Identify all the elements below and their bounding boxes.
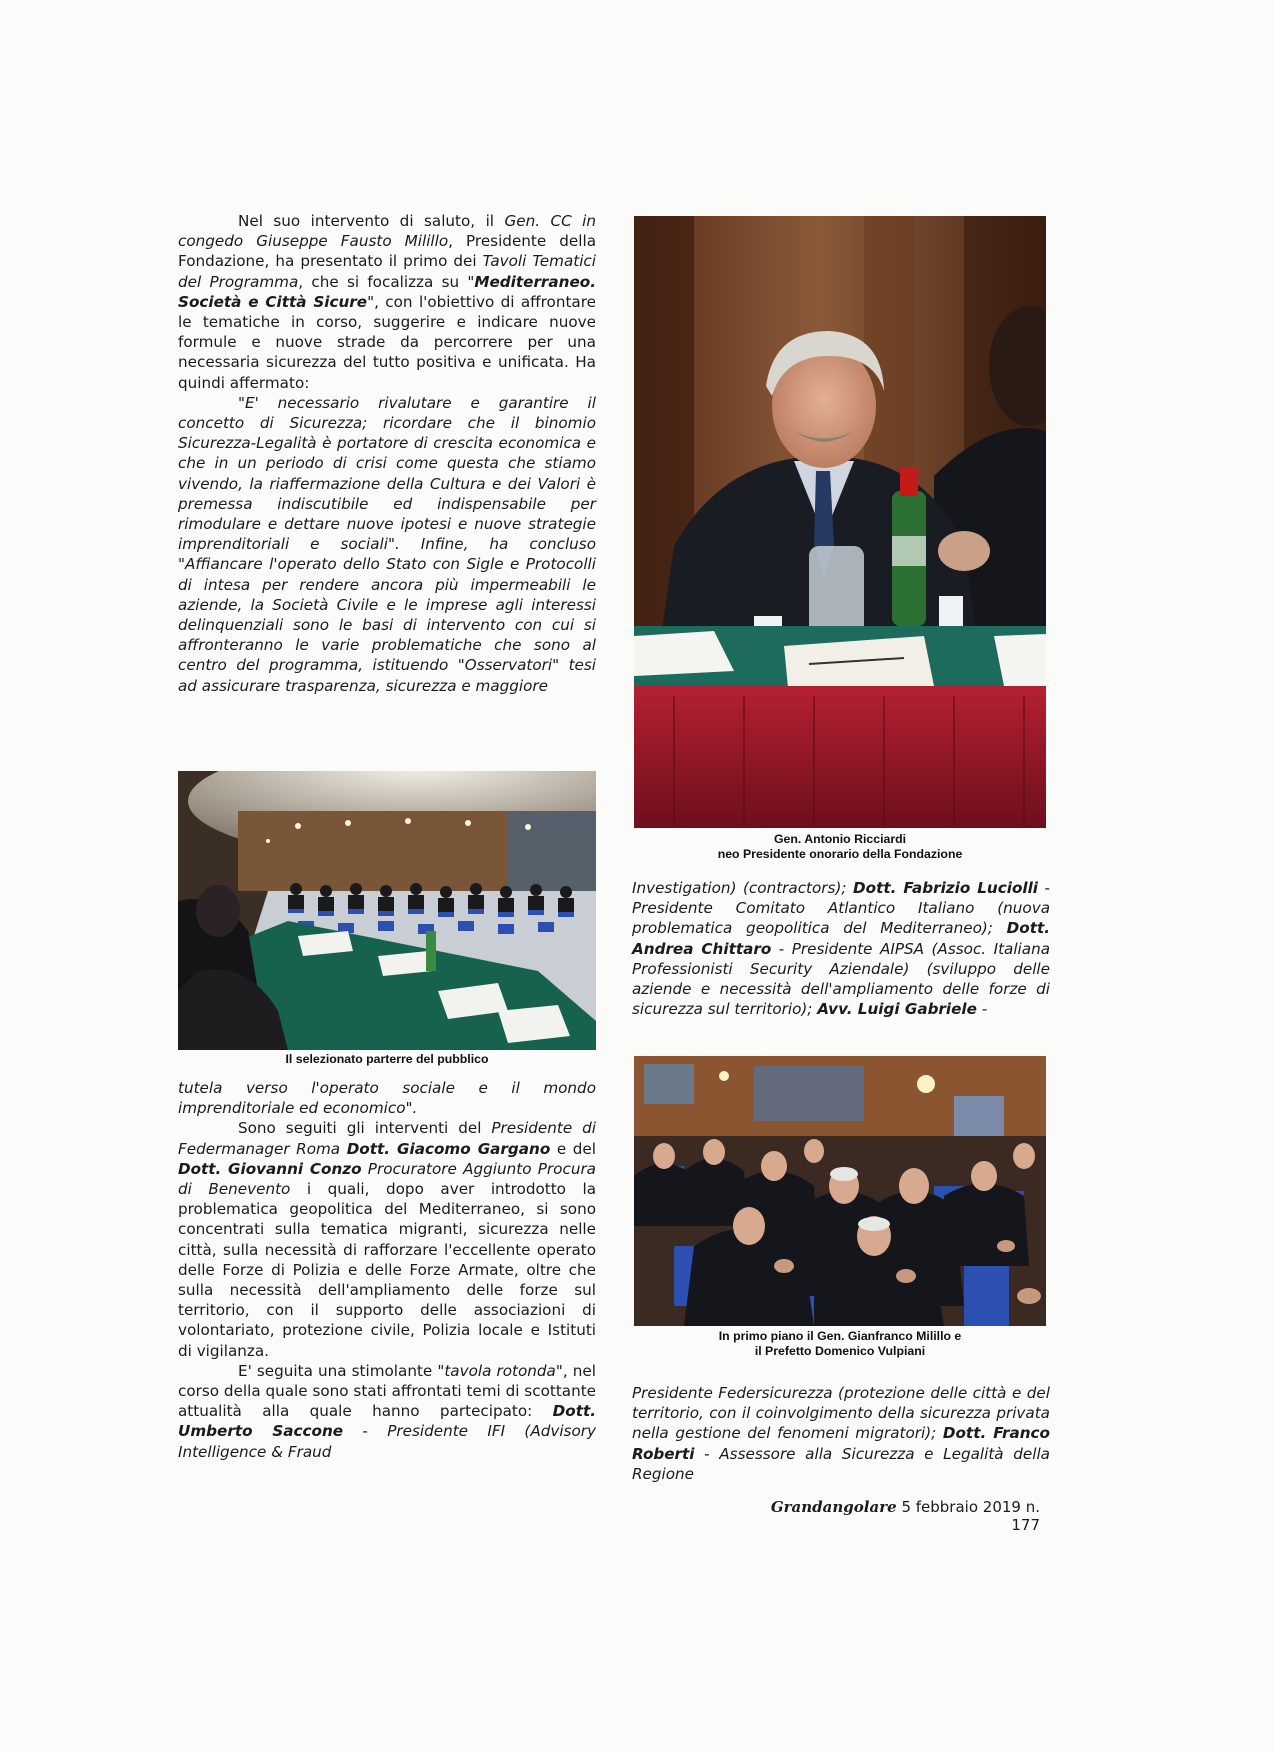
text-run: - xyxy=(771,939,792,958)
text-run: Dott. Franco Roberti xyxy=(632,1424,1050,1463)
text-run: "E' necessario rivalutare e garantire il concetto di Sicurezza; ricordare che il binomio Sicurezza-Legalità è portatore di crescita economica e che in un periodo di crisi come questa che stiamo vivendo, la riaffermazione della Cultura e dei Valori è premessa indiscutibile ed indispensabile per rimodulare e dettare nuove ipotesi e nuove strategie imprenditoriali e sociali". xyxy=(178,393,596,554)
text-run: , che si focalizza su " xyxy=(298,272,475,291)
text-run: Investigation) (contractors); xyxy=(632,879,854,897)
text-run: Dott. Giovanni Conzo xyxy=(178,1159,362,1178)
text-run: ", nel corso della quale sono stati affrontati temi di scottante attualità alla quale hanno partecipato: xyxy=(178,1361,596,1421)
text-run: E' seguita una stimolante " xyxy=(238,1361,445,1380)
text-run: - xyxy=(694,1444,720,1463)
paragraph xyxy=(178,1361,596,1462)
caption-ricciardi xyxy=(631,832,1049,862)
text-run: - xyxy=(1038,879,1050,897)
text-run: Presidente di Federmanager Roma xyxy=(178,1119,596,1158)
caption-line: neo Presidente onorario della Fondazione xyxy=(717,847,963,861)
text-run: - xyxy=(343,1422,388,1441)
paragraph xyxy=(632,1383,1050,1484)
text-run: Presidente Comitato Atlantico Italiano (nuova problematica geopolitica del Mediterraneo); xyxy=(632,899,1050,938)
paragraph xyxy=(632,878,1050,1019)
magazine-name: Grandangolare xyxy=(770,1498,897,1516)
text-run: Avv. Luigi Gabriele xyxy=(817,1000,977,1019)
page-footer xyxy=(740,1498,1040,1534)
photo-milillo xyxy=(634,1056,1046,1326)
caption-line: Gen. Antonio Ricciardi xyxy=(773,832,907,846)
caption-parterre xyxy=(178,1052,596,1067)
text-run: Nel suo intervento di saluto, il xyxy=(238,212,505,230)
issue-info: 5 febbraio 2019 n. 177 xyxy=(901,1498,1040,1534)
text-run: ", con l'obiettivo di affrontare le tematiche in corso, suggerire e indicare nuove formule e nuove strade da percorrere per una necessaria sicurezza del tutto positiva e unificata. Ha quindi affermato: xyxy=(178,292,596,392)
caption-milillo xyxy=(631,1329,1049,1359)
text-run: Sono seguiti gli interventi del xyxy=(238,1119,492,1138)
text-run: Dott. Fabrizio Luciolli xyxy=(853,879,1038,897)
text-run: "Affiancare l'operato dello Stato con Sigle e Protocolli di intesa per rendere ancora più impermeabili le aziende, la Società Civile e le imprese agli interessi delinquenziali sono le basi di intervento con cui si affronteranno le varie problematiche che sono al centro del programma, istituendo "Osservatori" tesi ad assicurare trasparenza, sicurezza e maggiore xyxy=(178,555,596,695)
paragraph xyxy=(178,211,596,393)
paragraph xyxy=(178,393,596,696)
text-run: Presidente AIPSA (Assoc. Italiana Professionisti Security Aziendale) (sviluppo delle aziende e necessità dell'ampliamento delle forze di sicurezza sul territorio); xyxy=(632,939,1051,1019)
text-run: Dott. Umberto Saccone xyxy=(178,1402,596,1441)
photo-ricciardi xyxy=(634,216,1046,828)
article-text-right-mid xyxy=(632,878,1050,1019)
text-run: i quali, dopo aver introdotto la problematica geopolitica del Mediterraneo, si sono concentrati sulla tematica migranti, sicurezza nelle città, sulla necessità di rafforzare l'eccellente operato delle Forze di Polizia e delle Forze Armate, oltre che sulla necessità dell'ampliamento delle forze sul territorio, con il supporto delle associazioni di volontariato, protezione civile, Polizia locale e Istituti di vigilanza. xyxy=(178,1180,597,1360)
text-run: Assessore alla Sicurezza e Legalità della Regione xyxy=(632,1444,1050,1483)
article-text-left-bottom xyxy=(178,1078,596,1462)
text-run: Presidente Federsicurezza (protezione delle città e del territorio, con il coinvolgimento della sicurezza privata nella gestione del fenomeni migratori); xyxy=(632,1384,1050,1443)
text-run: Presidente IFI (Advisory Intelligence & Fraud xyxy=(178,1422,596,1461)
caption-line: Il selezionato parterre del pubblico xyxy=(285,1052,489,1066)
article-text-left-top xyxy=(178,211,596,696)
text-run: e del xyxy=(550,1139,596,1158)
text-run: Mediterraneo. Società e Città Sicure xyxy=(178,272,596,311)
article-text-right-bottom xyxy=(632,1383,1050,1484)
text-run: - xyxy=(976,1000,988,1019)
text-run: Procuratore Aggiunto Procura di Benevento xyxy=(178,1159,596,1199)
text-run: tutela verso l'operato sociale e il mondo imprenditoriale ed economico". xyxy=(178,1079,596,1118)
text-run: Tavoli Tematici del Programma xyxy=(178,252,596,291)
text-run: Gen. CC in congedo Giuseppe Fausto Milillo xyxy=(178,212,596,251)
text-run: , Presidente della Fondazione, ha presentato il primo dei xyxy=(178,232,596,271)
text-run: Dott. Andrea Chittaro xyxy=(632,919,1050,958)
caption-line: In primo piano il Gen. Gianfranco Milillo e xyxy=(718,1329,962,1343)
text-run xyxy=(340,1140,347,1158)
text-run: Dott. Giacomo Gargano xyxy=(346,1139,551,1158)
paragraph xyxy=(178,1078,596,1118)
text-run: tavola rotonda xyxy=(444,1361,556,1380)
text-run: Infine, ha concluso xyxy=(399,535,596,554)
photo-parterre xyxy=(178,771,596,1050)
caption-line: il Prefetto Domenico Vulpiani xyxy=(754,1344,926,1358)
paragraph xyxy=(178,1118,596,1360)
